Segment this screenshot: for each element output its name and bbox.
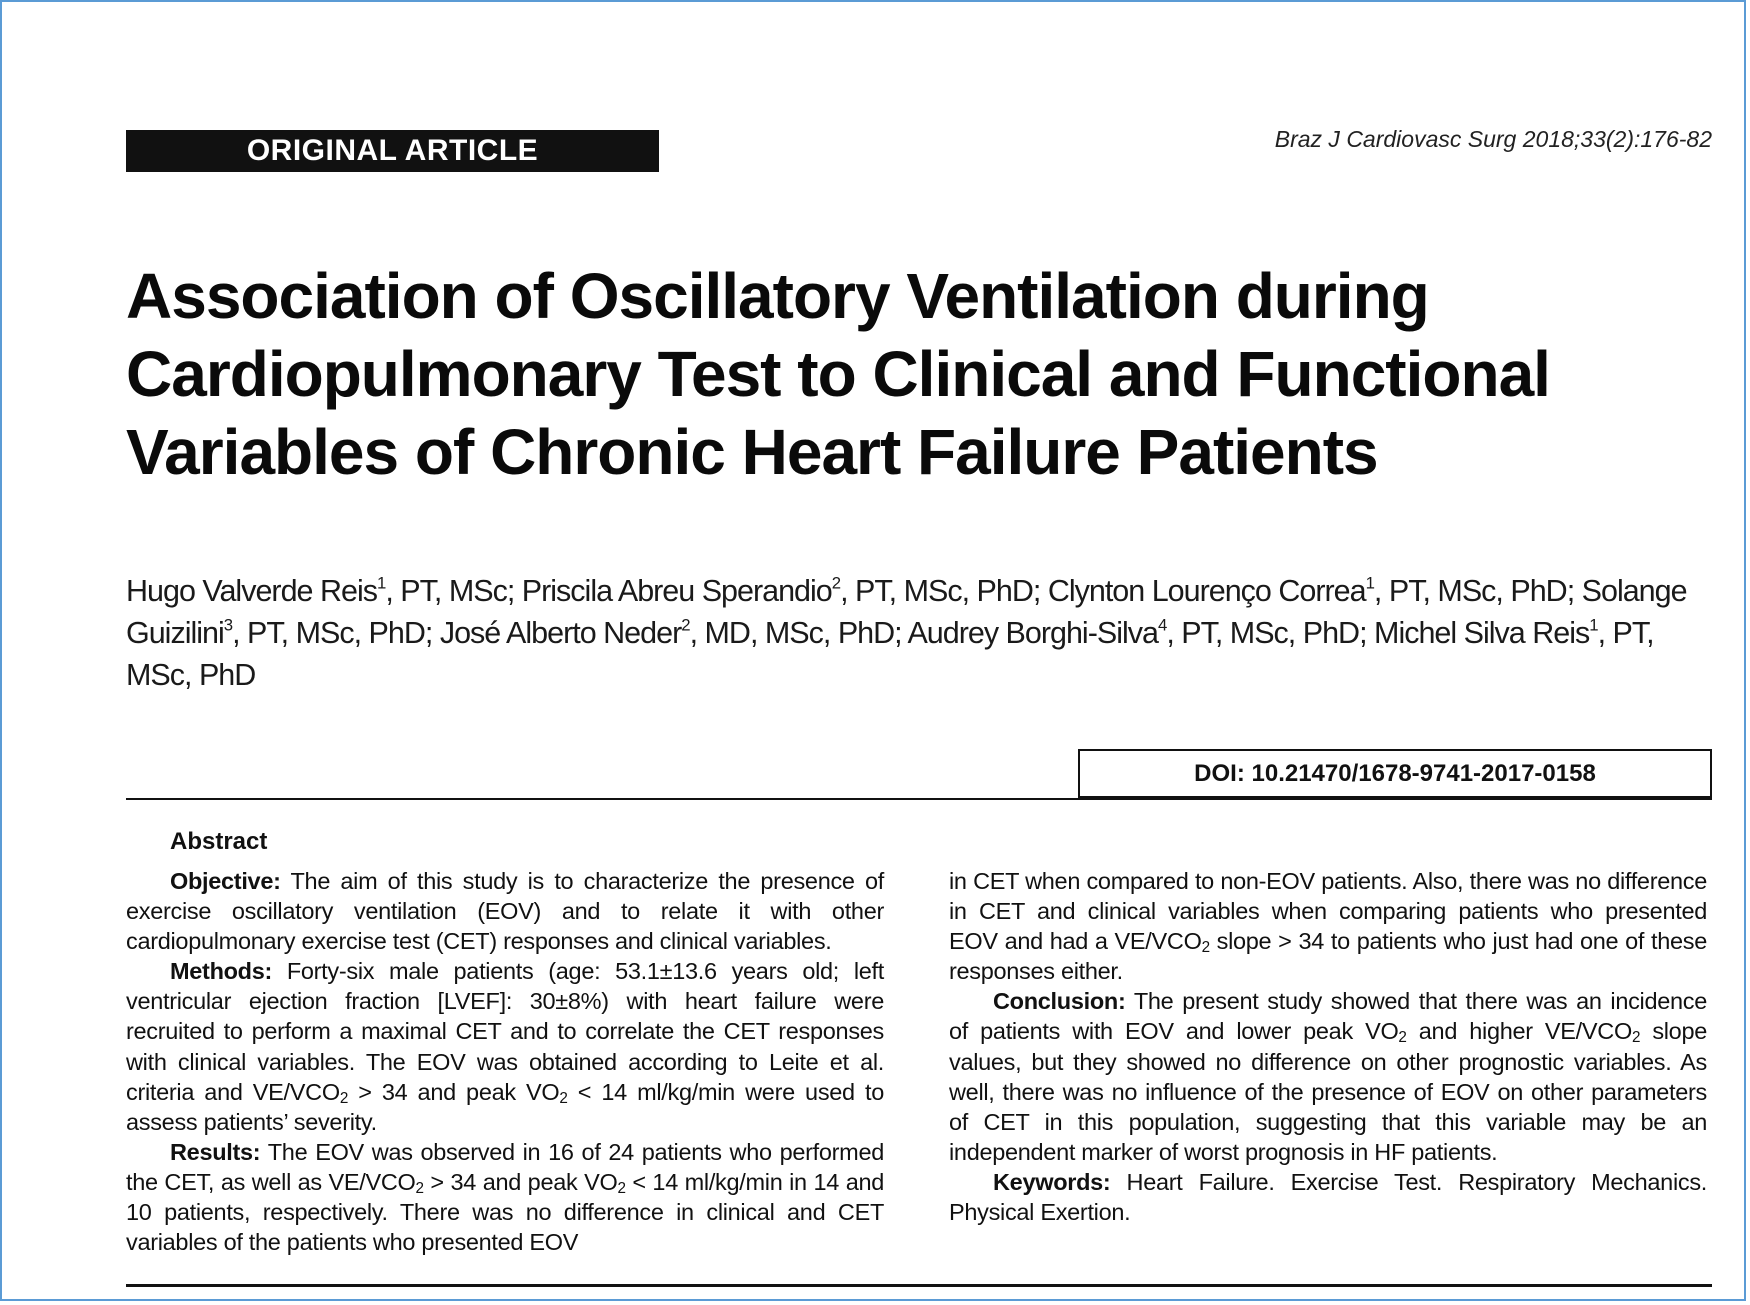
results-text: in CET when compared to non-EOV patients. Also, there was no difference in CET and clinical variables when comparing patients who presented EOV and had a VE/VCO <box>949 868 1707 955</box>
author-affiliation: 3 <box>223 615 233 635</box>
abstract-objective <box>126 866 884 956</box>
subscript-2: 2 <box>415 1179 424 1197</box>
author-degrees: , PT, MSc, PhD; <box>840 574 1048 608</box>
author-affiliation: 2 <box>831 573 841 593</box>
author-affiliation: 1 <box>1589 615 1598 635</box>
author-name: Priscila Abreu Sperandio <box>521 574 832 608</box>
results-text: > 34 and peak VO <box>423 1168 618 1195</box>
conclusion-text: slope values, but they showed no difference on other prognostic variables. As well, there was no influence of the presence of EOV on other parameters of CET in this population, suggesting that this variable may be an independent marker of worst prognosis in HF patients. <box>949 1018 1707 1165</box>
doi-text: DOI: 10.21470/1678-9741-2017-0158 <box>1194 759 1596 787</box>
author-degrees: , PT, MSc, PhD; <box>1373 574 1582 608</box>
abstract-methods <box>126 956 884 1137</box>
subscript-2: 2 <box>339 1089 349 1107</box>
objective-text: The aim of this study is to characterize the presence of exercise oscillatory ventilation (EOV) and to relate it with other cardiopulmonary exercise test (CET) responses and clinical variables. <box>126 868 884 955</box>
author-name: Solange Guizilini <box>126 574 1687 650</box>
author-degrees: , MD, MSc, PhD; <box>689 616 908 650</box>
journal-citation: Braz J Cardiovasc Surg 2018;33(2):176-82 <box>1274 126 1712 152</box>
author-affiliation: 1 <box>1365 573 1374 593</box>
section-divider-top <box>126 798 1712 800</box>
author-affiliation: 1 <box>377 573 386 593</box>
abstract-keywords <box>949 1167 1707 1227</box>
abstract-results-continued <box>949 866 1707 986</box>
subscript-2: 2 <box>1201 939 1210 957</box>
title-line-3: Variables of Chronic Heart Failure Patients <box>126 416 1378 488</box>
abstract-heading: Abstract <box>170 828 268 855</box>
conclusion-text: The present study showed that there was an incidence of patients with EOV and lower peak VO <box>949 988 1707 1045</box>
methods-text: Forty-six male patients (age: 53.1±13.6 years old; left ventricular ejection fraction [LVEF]: 30±8%) with heart failure were recruited to perform a maximal CET and to correlate the CET responses with clinical variables. The EOV was obtained according to Leite et al. criteria and VE/VCO <box>126 958 884 1105</box>
author-degrees: , PT, MSc, PhD; <box>232 616 440 650</box>
subscript-2: 2 <box>617 1179 626 1197</box>
article-title <box>126 257 1726 491</box>
doi-box <box>1078 749 1712 798</box>
author-name: Hugo Valverde Reis <box>126 574 377 608</box>
author-affiliation: 4 <box>1157 615 1167 635</box>
abstract-results <box>126 1137 884 1257</box>
keywords-text: Heart Failure. Exercise Test. Respiratory Mechanics. Physical Exertion. <box>949 1168 1707 1226</box>
results-text: < 14 ml/kg/min in 14 and 10 patients, respectively. There was no difference in clinical and CET variables of the patients who presented EOV <box>126 1168 885 1256</box>
author-name: Audrey Borghi-Silva <box>907 616 1158 650</box>
methods-label: Methods: <box>170 958 273 985</box>
conclusion-label: Conclusion: <box>993 988 1126 1015</box>
subscript-2: 2 <box>1398 1029 1407 1047</box>
keywords-label: Keywords: <box>993 1168 1111 1195</box>
abstract-conclusion <box>949 986 1707 1167</box>
article-type-label: ORIGINAL ARTICLE <box>126 130 659 172</box>
author-degrees: , PT, MSc, PhD; <box>1166 616 1375 650</box>
abstract-column-right <box>949 866 1707 1227</box>
author-name: José Alberto Neder <box>439 616 682 650</box>
author-affiliation: 2 <box>681 615 690 635</box>
author-name: Michel Silva Reis <box>1374 616 1590 650</box>
author-degrees: , PT, MSc, PhD <box>126 616 1654 692</box>
objective-label: Objective: <box>170 868 281 894</box>
results-label: Results: <box>170 1138 261 1165</box>
title-line-2: Cardiopulmonary Test to Clinical and Functional <box>126 338 1550 410</box>
subscript-2: 2 <box>1631 1029 1641 1047</box>
author-name: Clynton Lourenço Correa <box>1047 574 1366 608</box>
section-divider-bottom <box>126 1284 1712 1287</box>
abstract-column-left <box>126 866 884 1257</box>
methods-text: > 34 and peak VO <box>348 1078 560 1105</box>
results-text: The EOV was observed in 16 of 24 patients who performed the CET, as well as VE/VCO <box>126 1138 884 1195</box>
methods-text: < 14 ml/kg/min were used to assess patients’ severity. <box>126 1078 885 1135</box>
author-list <box>126 570 1714 696</box>
author-degrees: , PT, MSc; <box>385 574 522 608</box>
subscript-2: 2 <box>559 1089 568 1107</box>
conclusion-text: and higher VE/VCO <box>1406 1018 1632 1045</box>
results-text: slope > 34 to patients who just had one of these responses either. <box>949 928 1707 985</box>
title-line-1: Association of Oscillatory Ventilation during <box>126 260 1429 332</box>
